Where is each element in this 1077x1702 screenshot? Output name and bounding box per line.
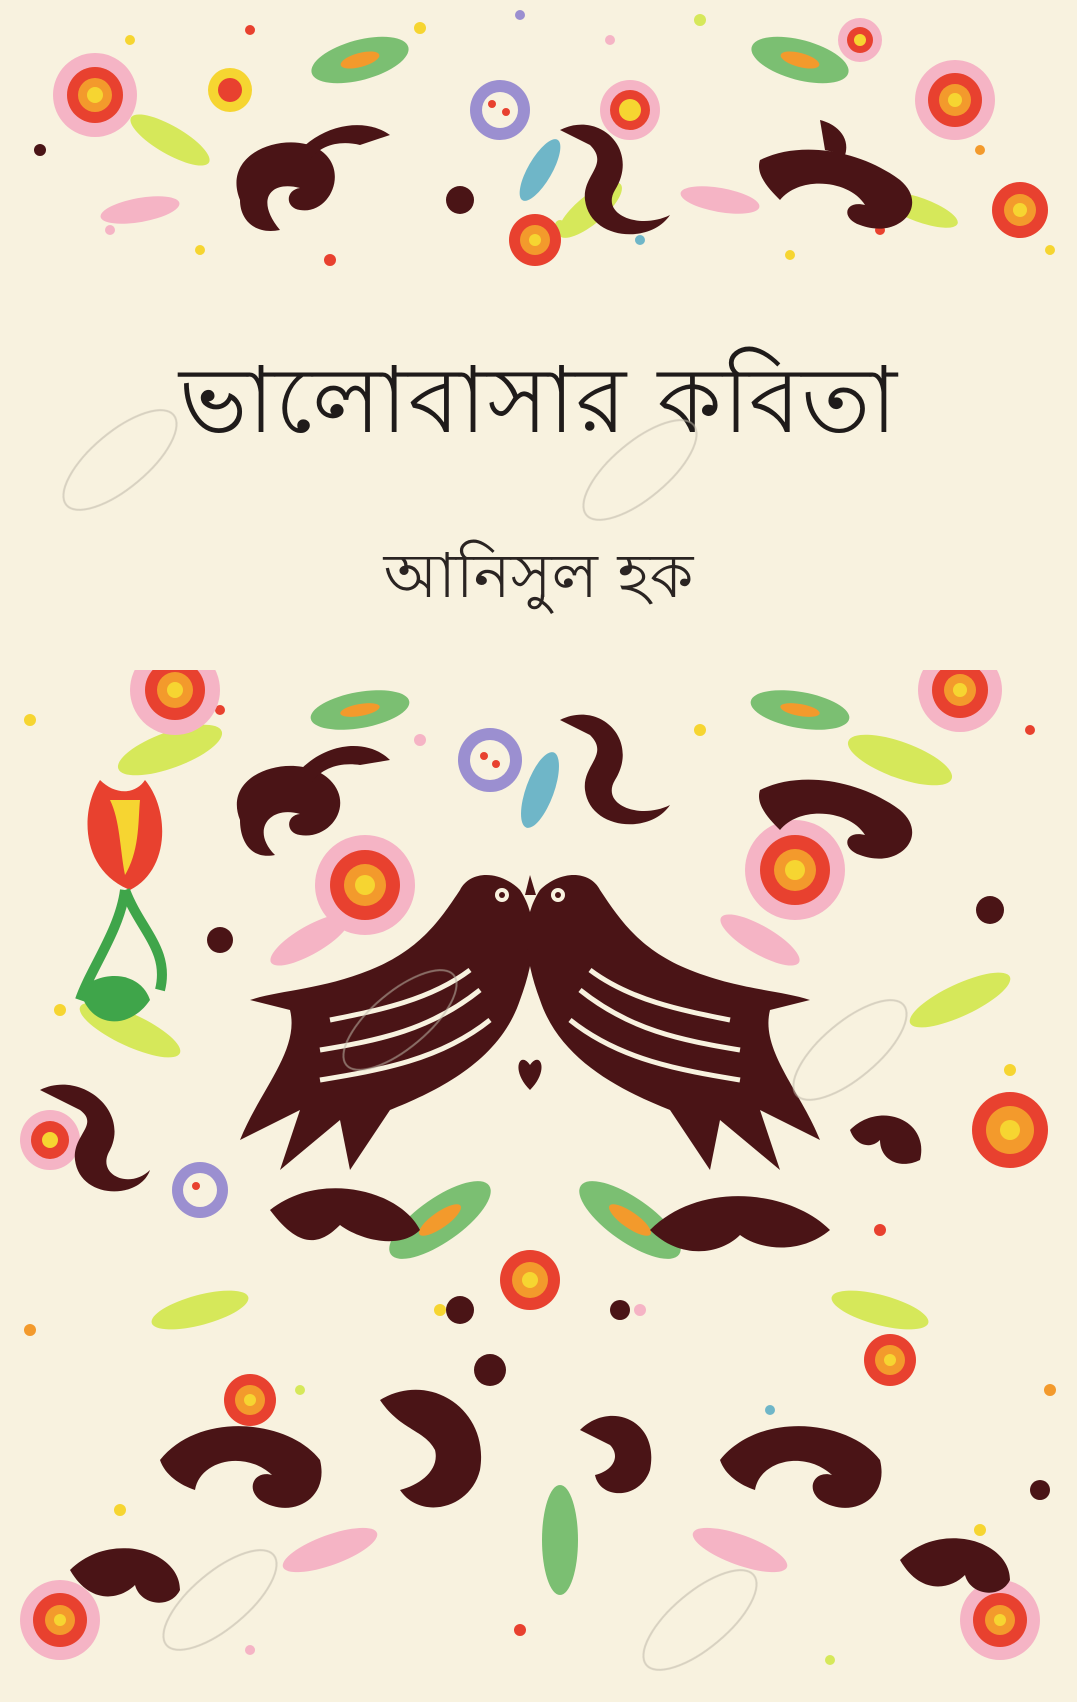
title-block [0, 300, 1077, 660]
floral-artwork [0, 670, 1077, 1702]
flower-icon [864, 1334, 916, 1386]
top-floral-band [0, 0, 1077, 280]
book-title: ভালোবাসার কবিতা [178, 347, 899, 454]
top-ornament [0, 0, 1077, 280]
flower-icon [838, 18, 882, 62]
paisley-scroll-icon [236, 125, 474, 231]
flower-icon [972, 1092, 1048, 1168]
flower-icon [20, 1110, 80, 1170]
flower-icon [172, 1162, 228, 1218]
paisley-scroll-icon [759, 120, 912, 229]
paisley-scroll-icon [270, 1188, 420, 1241]
flower-icon [53, 53, 137, 137]
bottom-floral-illustration [0, 670, 1077, 1702]
flower-icon [208, 68, 252, 112]
flower-icon [960, 1580, 1040, 1660]
author-name: আনিসুল হক [383, 539, 694, 612]
paisley-scroll-icon [70, 1426, 322, 1603]
flower-icon [500, 1250, 560, 1310]
flower-icon [509, 214, 561, 266]
flower-icon [458, 728, 522, 792]
flower-icon [20, 1580, 100, 1660]
flower-icon [918, 670, 1002, 732]
flower-icon [315, 835, 415, 935]
paisley-scroll-icon [380, 1390, 481, 1508]
flower-icon [224, 1374, 276, 1426]
tulip-icon [80, 780, 162, 1021]
paisley-scroll-icon [560, 715, 670, 825]
flower-icon [992, 182, 1048, 238]
flower-icon [915, 60, 995, 140]
paisley-scroll-icon [580, 1416, 1010, 1593]
flower-icon [600, 80, 660, 140]
flower-icon [470, 80, 530, 140]
flower-icon [745, 820, 845, 920]
